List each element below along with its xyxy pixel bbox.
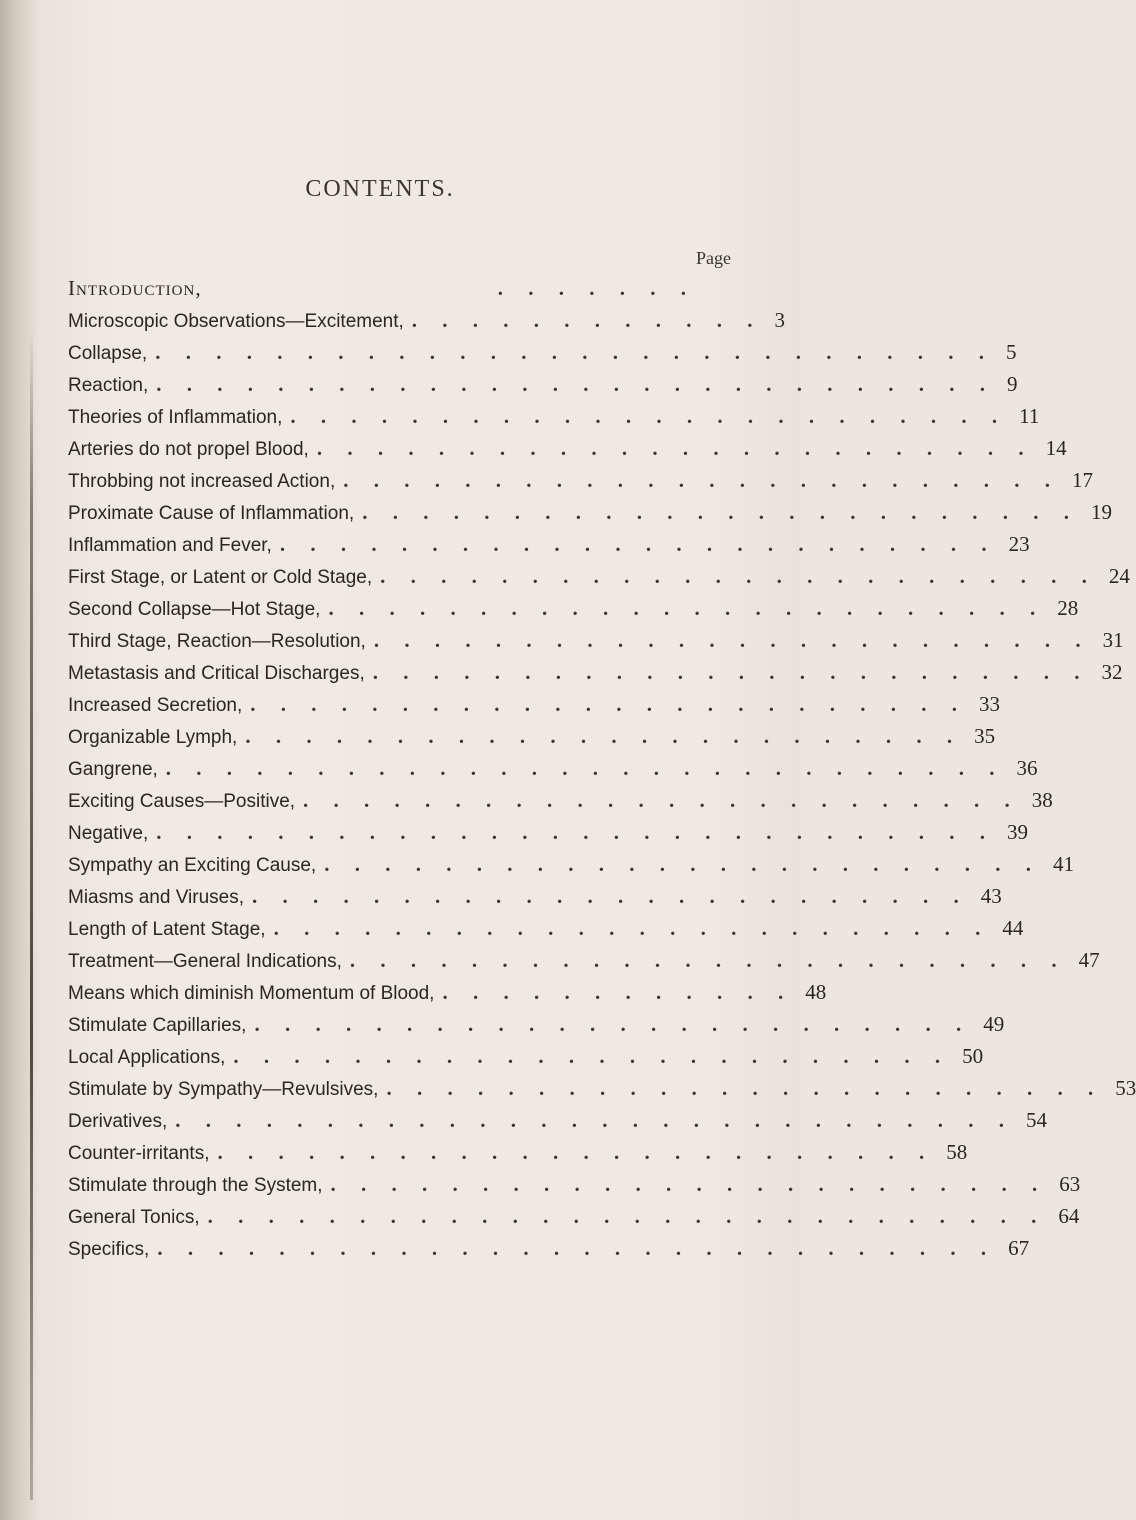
- leader-dots: . . . . . . . . . . . .: [411, 308, 763, 332]
- leader-dots: . . . . . . . . . . . . . . . . . . . . . . . .: [303, 788, 1020, 812]
- toc-entry-page: 41: [1052, 852, 1074, 876]
- toc-entry: [68, 368, 1018, 400]
- spine-shadow: [30, 330, 33, 1500]
- toc-entry-label: Introduction,: [68, 276, 202, 300]
- leader-dots: . . . . . . . . . . . . . . . . . . . . . . . .: [217, 1140, 935, 1164]
- toc-entry: [68, 656, 1123, 688]
- toc-entry: [68, 400, 1040, 432]
- leader-dots: . . . . . . . . . . . . . . . . . . . . . . . .: [343, 468, 1060, 492]
- leader-dots: . . . . . . . . . . . . . . . . . . . . . . . .: [233, 1044, 951, 1068]
- toc-entry-page: 48: [805, 980, 827, 1004]
- leader-dots: . . . . . . . . . . . . . . . . . . . . . . . .: [380, 564, 1097, 588]
- toc-entry: [68, 752, 1038, 784]
- toc-entry-page: 33: [979, 692, 1001, 716]
- toc-entry-page: 44: [1002, 916, 1024, 940]
- toc-entry-label: Collapse,: [68, 343, 148, 364]
- leader-dots: . . . . . . . . . . . . . . . . . . . . . . . .: [250, 692, 968, 716]
- toc-entry: [68, 848, 1074, 880]
- toc-entry: [68, 880, 1002, 912]
- toc-entry-label: Derivatives,: [68, 1111, 168, 1132]
- leader-dots: . . . . . . . . . . . . . . . . . . . . . . . .: [252, 884, 969, 908]
- leader-dots: . . . . . . . . . . . . . . . . . . . . . . . . . . . .: [157, 1236, 997, 1260]
- leader-dots: . . . . . . . . . . . . . . . . . . . . . . . .: [349, 948, 1067, 972]
- toc-entry-label: Sympathy an Exciting Cause,: [68, 855, 317, 876]
- toc-entry-page: 35: [974, 724, 996, 748]
- leader-dots: . . . . . . . . . . . . . . . . . . . . . . . . . . . .: [156, 820, 996, 844]
- toc-entry-label: Organizable Lymph,: [68, 727, 238, 748]
- toc-entry-page: 11: [1019, 404, 1040, 428]
- toc-entry-label: Stimulate Capillaries,: [68, 1015, 247, 1036]
- toc-entry-label: Gangrene,: [68, 759, 158, 780]
- toc-entry-label: Metastasis and Critical Discharges,: [68, 663, 365, 684]
- toc-entry-label: First Stage, or Latent or Cold Stage,: [68, 567, 373, 588]
- toc-entry: [68, 1072, 1136, 1104]
- toc-entry-page: 28: [1057, 596, 1079, 620]
- toc-entry: [68, 944, 1100, 976]
- toc-entry: [68, 304, 786, 336]
- toc-entry: [68, 528, 1030, 560]
- toc-entry-page: 31: [1102, 628, 1124, 652]
- toc-entry-page: 53: [1115, 1076, 1136, 1100]
- leader-dots: . . . . . . . . . . . . . . . . . . . . . . . .: [290, 404, 1008, 428]
- toc-entry-label: Local Applications,: [68, 1047, 226, 1068]
- toc-entry-page: 23: [1008, 532, 1030, 556]
- toc-entry-label: Theories of Inflammation,: [68, 407, 283, 428]
- toc-entry-label: Length of Latent Stage,: [68, 919, 266, 940]
- toc-entry-page: 9: [1007, 372, 1018, 396]
- toc-entry: [68, 592, 1079, 624]
- page-column-label: Page: [696, 248, 731, 268]
- toc-entry-page: 50: [962, 1044, 984, 1068]
- toc-entry: [68, 272, 748, 304]
- leader-dots: . . . . . . . . . . . . . . . . . . . . . . . .: [316, 436, 1034, 460]
- toc-entry-label: Reaction,: [68, 375, 149, 396]
- toc-entry: [68, 1200, 1080, 1232]
- leader-dots: . . . . . . . . . . . . . . . . . . . . . . . .: [279, 532, 997, 556]
- toc-entry: [68, 1008, 1005, 1040]
- leader-dots: . . . . . . . . . . . . . . . . . . . . . . . .: [324, 852, 1041, 876]
- toc-entry-page: 39: [1007, 820, 1029, 844]
- toc-entry-label: Means which diminish Momentum of Blood,: [68, 983, 435, 1004]
- toc-entry-label: Throbbing not increased Action,: [68, 471, 336, 492]
- toc-entry-label: Specifics,: [68, 1239, 150, 1260]
- leader-dots: . . . . . . . . . . . . . . . . . . . . . . . .: [245, 724, 963, 748]
- toc-entry: [68, 912, 1024, 944]
- toc-entry-label: Arteries do not propel Blood,: [68, 439, 309, 460]
- toc-entry-label: Inflammation and Fever,: [68, 535, 272, 556]
- toc-entry: [68, 1232, 1030, 1264]
- toc-entry-page: 63: [1059, 1172, 1081, 1196]
- leader-dots: . . . . . . . . . . . . . . . . . . . . . . . .: [273, 916, 991, 940]
- toc-entry-page: 5: [1005, 340, 1017, 364]
- leader-dots: . . . . . . . . . . . . . . . . . . . . . . . . . . . .: [175, 1108, 1014, 1132]
- toc-entry: [68, 1104, 1047, 1136]
- toc-entry-label: Exciting Causes—Positive,: [68, 791, 296, 812]
- toc-entry: [68, 976, 827, 1008]
- leader-dots: . . . . . . . . . . . . . . . . . . . . . . . .: [373, 628, 1091, 652]
- toc-entry-page: 38: [1031, 788, 1053, 812]
- leader-dots: . . . . . . . . . . . . . . . . . . . . . . . . . . . .: [207, 1204, 1047, 1228]
- leader-dots: . . . . . . . . . . . . . . . . . . . . . . . .: [328, 596, 1046, 620]
- table-of-contents: [68, 272, 1136, 1264]
- toc-entry-label: Miasms and Viruses,: [68, 887, 244, 908]
- toc-entry: [68, 464, 1093, 496]
- toc-entry-label: Negative,: [68, 823, 149, 844]
- toc-entry: [68, 816, 1029, 848]
- toc-entry-page: 3: [774, 308, 786, 332]
- page-title: CONTENTS.: [305, 176, 455, 202]
- toc-entry-label: Stimulate through the System,: [68, 1175, 323, 1196]
- toc-entry-page: 19: [1090, 500, 1112, 524]
- toc-entry-label: Third Stage, Reaction—Resolution,: [68, 631, 366, 652]
- toc-entry-page: 14: [1045, 436, 1067, 460]
- leader-dots: . . . . . . . . . . . . . . . . . . . . . . . .: [372, 660, 1090, 684]
- toc-entry-page: 49: [983, 1012, 1005, 1036]
- toc-entry-page: 67: [1008, 1236, 1030, 1260]
- toc-entry-label: Treatment—General Indications,: [68, 951, 342, 972]
- leader-dots: . . . . . . . . . . . . . . . . . . . . . . . . . . . .: [156, 372, 996, 396]
- toc-entry: [68, 496, 1112, 528]
- toc-entry: [68, 688, 1001, 720]
- toc-entry-label: General Tonics,: [68, 1207, 200, 1228]
- leader-dots: . . . . . . .: [497, 276, 696, 300]
- leader-dots: . . . . . . . . . . . .: [442, 980, 794, 1004]
- toc-entry: [68, 1040, 984, 1072]
- toc-entry-label: Proximate Cause of Inflammation,: [68, 503, 355, 524]
- leader-dots: . . . . . . . . . . . . . . . . . . . . . . . .: [254, 1012, 972, 1036]
- toc-entry-label: Stimulate by Sympathy—Revulsives,: [68, 1079, 379, 1100]
- toc-entry: [68, 1168, 1081, 1200]
- toc-entry: [68, 720, 996, 752]
- toc-entry-page: 64: [1058, 1204, 1080, 1228]
- toc-entry-page: 36: [1016, 756, 1038, 780]
- toc-entry-label: Second Collapse—Hot Stage,: [68, 599, 321, 620]
- leader-dots: . . . . . . . . . . . . . . . . . . . . . . . .: [362, 500, 1079, 524]
- toc-entry: [68, 432, 1067, 464]
- leader-dots: . . . . . . . . . . . . . . . . . . . . . . . . . . . .: [155, 340, 994, 364]
- toc-entry: [68, 624, 1124, 656]
- toc-entry-page: 54: [1026, 1108, 1047, 1132]
- toc-entry-label: Increased Secretion,: [68, 695, 243, 716]
- toc-entry: [68, 336, 1017, 368]
- toc-entry-page: 47: [1078, 948, 1100, 972]
- leader-dots: . . . . . . . . . . . . . . . . . . . . . . . . . . . .: [165, 756, 1005, 780]
- toc-entry-page: 43: [980, 884, 1002, 908]
- leader-dots: . . . . . . . . . . . . . . . . . . . . . . . .: [386, 1076, 1104, 1100]
- toc-entry-page: 32: [1101, 660, 1123, 684]
- toc-entry-label: Counter-irritants,: [68, 1143, 210, 1164]
- toc-entry-label: Microscopic Observations—Excitement,: [68, 311, 404, 332]
- leader-dots: . . . . . . . . . . . . . . . . . . . . . . . .: [330, 1172, 1048, 1196]
- toc-entry-page: 58: [946, 1140, 968, 1164]
- toc-entry-page: 17: [1071, 468, 1093, 492]
- toc-entry: [68, 1136, 968, 1168]
- toc-entry: [68, 784, 1053, 816]
- toc-entry-page: 24: [1108, 564, 1130, 588]
- toc-entry: [68, 560, 1130, 592]
